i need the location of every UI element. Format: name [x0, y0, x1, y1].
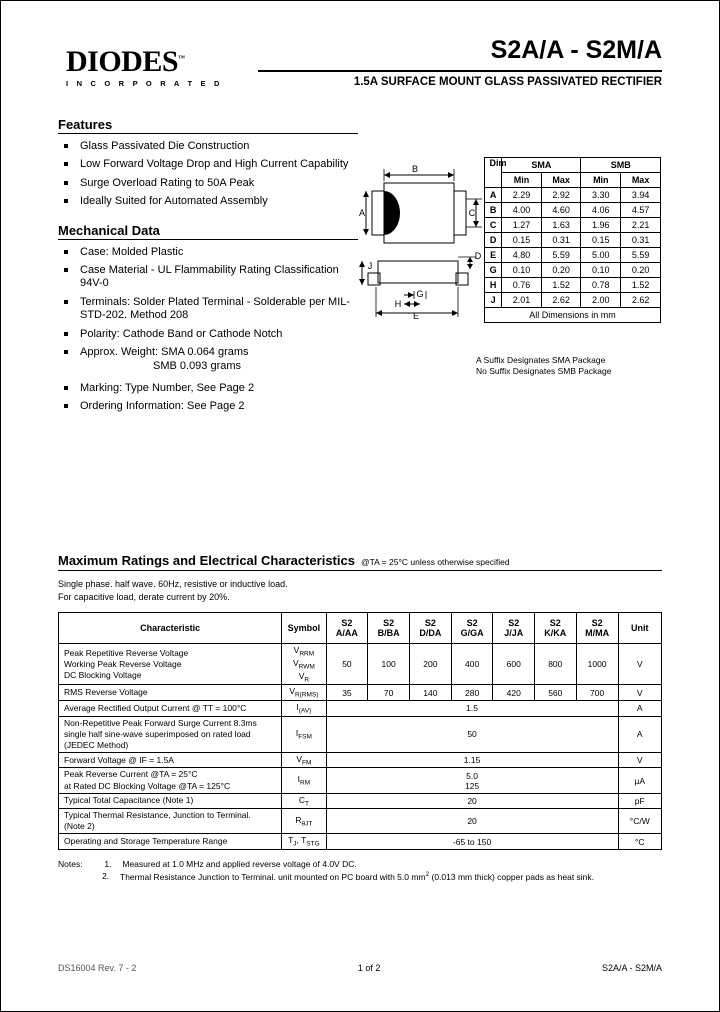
ratings-note	[58, 578, 662, 603]
table-row	[485, 173, 661, 188]
sma-min: 2.29	[502, 188, 542, 203]
sma-max: 4.60	[541, 203, 581, 218]
svg-text:H: H	[394, 299, 402, 309]
col-header: Min	[502, 173, 542, 188]
symbol-cell: $V_{FM}$	[282, 752, 326, 768]
dim-name: A	[485, 188, 502, 203]
sma-min: 0.15	[502, 233, 542, 248]
value-cell: 70	[368, 685, 410, 701]
dims-footer: All Dimensions in mm	[485, 308, 661, 323]
footer-center: 1 of 2	[357, 963, 381, 973]
table-row	[485, 293, 661, 308]
dim-name: H	[485, 278, 502, 293]
value-cell: 800	[534, 644, 576, 685]
value-cell: 50	[326, 644, 368, 685]
mechanical-heading: Mechanical Data	[58, 222, 160, 238]
features-list	[58, 140, 358, 209]
unit-cell: µA	[618, 768, 661, 793]
note-number: 1.	[104, 859, 112, 870]
body-columns	[58, 117, 662, 537]
dim-name: J	[485, 293, 502, 308]
logo-wordmark	[66, 47, 246, 77]
logo-text: DIODES	[66, 45, 179, 78]
list-item: Ideally Suited for Automated Assembly	[58, 195, 358, 208]
characteristic-cell: Typical Thermal Resistance, Junction to Terminal. (Note 2)	[59, 809, 282, 834]
unit-cell: A	[618, 716, 661, 752]
logo-subtext: I N C O R P O R A T E D	[66, 79, 223, 88]
smb-max: 0.31	[621, 233, 661, 248]
symbol-cell: $T_J$, $T_{STG}$	[282, 834, 326, 850]
value-cell: 400	[451, 644, 493, 685]
smb-min: 5.00	[581, 248, 621, 263]
table-row	[59, 752, 662, 768]
mechanical-list	[58, 246, 358, 414]
characteristic-cell: RMS Reverse Voltage	[59, 685, 282, 701]
list-item: Glass Passivated Die Construction	[58, 140, 358, 153]
table-row	[485, 308, 661, 323]
package-note-line2: No Suffix Designates SMB Package	[476, 366, 612, 377]
smb-min: 1.96	[581, 218, 621, 233]
sma-min: 0.10	[502, 263, 542, 278]
value-cell: 5.0 125	[326, 768, 618, 793]
svg-text:A: A	[358, 208, 366, 218]
ratings-divider	[58, 570, 662, 571]
table-row	[59, 768, 662, 793]
title-block	[258, 37, 662, 88]
notes-body	[102, 870, 662, 883]
value-cell: 420	[493, 685, 534, 701]
col-header: Max	[541, 173, 581, 188]
list-item: Terminals: Solder Plated Terminal - Solderable per MIL-STD-202. Method 208	[58, 296, 358, 323]
page-content	[58, 37, 662, 883]
notes-label: Notes:	[58, 859, 83, 870]
characteristic-cell: Average Rectified Output Current @ TT = 100°C	[59, 700, 282, 716]
package-note	[476, 355, 611, 378]
dim-name: B	[485, 203, 502, 218]
value-cell: 560	[534, 685, 576, 701]
group-header-smb: SMB	[581, 158, 661, 173]
value-cell: 700	[576, 685, 618, 701]
value-cell: 1.15	[326, 752, 618, 768]
sma-max: 2.92	[541, 188, 581, 203]
left-column	[58, 117, 358, 414]
col-header-characteristic: Characteristic	[59, 613, 282, 644]
table-row	[485, 278, 661, 293]
mechanical-divider	[58, 239, 358, 240]
dim-name: C	[485, 218, 502, 233]
table-row	[485, 188, 661, 203]
table-row	[485, 158, 661, 173]
table-row	[59, 700, 662, 716]
characteristic-cell: Non-Repetitive Peak Forward Surge Current 8.3ms single half sine-wave superimposed on rated load (JEDEC Method)	[59, 716, 282, 752]
symbol-cell: $R_{\theta JT}$	[282, 809, 326, 834]
page-title: S2A/A - S2M/A	[490, 36, 662, 64]
svg-text:D: D	[474, 251, 482, 261]
dimensions-table	[484, 157, 661, 323]
smb-min: 0.78	[581, 278, 621, 293]
table-row	[485, 248, 661, 263]
package-note-line1: A Suffix Designates SMA Package	[476, 355, 606, 365]
svg-text:G: G	[416, 289, 424, 299]
value-cell: 1000	[576, 644, 618, 685]
table-row	[59, 613, 662, 644]
list-item: Marking: Type Number, See Page 2	[58, 382, 358, 395]
unit-cell: pF	[618, 793, 661, 809]
footer-left: DS16004 Rev. 7 - 2	[58, 963, 137, 973]
unit-cell: V	[618, 752, 661, 768]
unit-cell: A	[618, 700, 661, 716]
table-row	[485, 203, 661, 218]
smb-max: 2.21	[621, 218, 661, 233]
page-header	[58, 37, 662, 107]
ratings-header-row	[58, 553, 662, 568]
sma-max: 1.52	[541, 278, 581, 293]
sma-min: 4.80	[502, 248, 542, 263]
symbol-cell: $I_{(AV)}$	[282, 700, 326, 716]
smb-max: 3.94	[621, 188, 661, 203]
value-cell: 35	[326, 685, 368, 701]
symbol-cell: $V_{R(RMS)}$	[282, 685, 326, 701]
col-header-s2b: S2 B/BA	[368, 613, 410, 644]
ratings-note-line2: For capacitive load, derate current by 20%.	[58, 591, 230, 602]
dim-name: D	[485, 233, 502, 248]
sma-max: 1.63	[541, 218, 581, 233]
col-header-unit: Unit	[618, 613, 661, 644]
value-cell: 1.5	[326, 700, 618, 716]
value-cell: -65 to 150	[326, 834, 618, 850]
sma-max: 0.31	[541, 233, 581, 248]
list-item: Low Forward Voltage Drop and High Current Capability	[58, 158, 358, 171]
unit-cell: V	[618, 685, 661, 701]
note-item-2	[102, 872, 594, 882]
note-text: Measured at 1.0 MHz and applied reverse voltage of 4.0V DC.	[122, 859, 357, 870]
svg-text:C: C	[468, 208, 476, 218]
list-item: Approx. Weight: SMA 0.064 grams	[58, 346, 358, 359]
footer-right: S2A/A - S2M/A	[601, 963, 662, 973]
col-header: Min	[581, 173, 621, 188]
dim-name: E	[485, 248, 502, 263]
features-heading: Features	[58, 117, 113, 132]
sma-max: 5.59	[541, 248, 581, 263]
sma-min: 1.27	[502, 218, 542, 233]
smb-min: 0.15	[581, 233, 621, 248]
trademark-symbol: ™	[178, 54, 185, 62]
characteristic-cell: Typical Total Capacitance (Note 1)	[59, 793, 282, 809]
smb-min: 4.06	[581, 203, 621, 218]
list-item: SMB 0.093 grams	[153, 360, 242, 373]
symbol-cell: $I_{RM}$	[282, 768, 326, 793]
table-row	[59, 716, 662, 752]
smb-min: 3.30	[581, 188, 621, 203]
table-row	[59, 644, 662, 685]
col-header-s2g: S2 G/GA	[451, 613, 493, 644]
list-item: Case: Molded Plastic	[58, 246, 358, 259]
list-item: Case Material - UL Flammability Rating Classification 94V-0	[58, 264, 358, 291]
col-header: Max	[621, 173, 661, 188]
ratings-heading: Maximum Ratings and Electrical Characteristics	[58, 553, 355, 568]
svg-text:E: E	[412, 311, 420, 321]
notes-block	[58, 858, 662, 883]
dim-name: G	[485, 263, 502, 278]
smb-min: 0.10	[581, 263, 621, 278]
table-row	[485, 233, 661, 248]
smb-max: 2.62	[621, 293, 661, 308]
sma-min: 2.01	[502, 293, 542, 308]
svg-text:B: B	[411, 164, 419, 174]
dim-header-label: Dim	[489, 158, 507, 168]
col-header-s2k: S2 K/KA	[534, 613, 576, 644]
diodes-logo	[66, 47, 246, 88]
value-cell: 20	[326, 793, 618, 809]
value-cell: 20	[326, 809, 618, 834]
symbol-cell: $C_T$	[282, 793, 326, 809]
symbol-cell: $V_{RRM}$ $V_{RWM}$ $V_R$	[282, 644, 326, 685]
value-cell: 600	[493, 644, 534, 685]
features-divider	[58, 133, 358, 134]
note-number: 2.	[102, 871, 110, 882]
col-header-s2j: S2 J/JA	[493, 613, 534, 644]
table-row	[59, 834, 662, 850]
sma-min: 4.00	[502, 203, 542, 218]
page-subtitle: 1.5A SURFACE MOUNT GLASS PASSIVATED RECTIFIER	[353, 76, 662, 89]
smb-max: 1.52	[621, 278, 661, 293]
value-cell: 280	[451, 685, 493, 701]
table-row	[59, 809, 662, 834]
unit-cell: °C/W	[618, 809, 661, 834]
package-drawing	[358, 161, 484, 351]
ratings-note-line1: Single phase. half wave. 60Hz, resistive or inductive load.	[58, 579, 288, 589]
symbol-cell: $I_{FSM}$	[282, 716, 326, 752]
list-item: Ordering Information: See Page 2	[58, 400, 358, 413]
sma-max: 2.62	[541, 293, 581, 308]
col-header-s2a: S2 A/AA	[326, 613, 368, 644]
group-header-sma: SMA	[502, 158, 581, 173]
col-header-s2m: S2 M/MA	[576, 613, 618, 644]
table-row	[59, 685, 662, 701]
characteristic-cell: Operating and Storage Temperature Range	[59, 834, 282, 850]
col-header-symbol: Symbol	[282, 613, 326, 644]
note-item-1	[104, 859, 356, 869]
value-cell: 140	[409, 685, 451, 701]
sma-max: 0.20	[541, 263, 581, 278]
smb-max: 0.20	[621, 263, 661, 278]
ratings-table	[58, 612, 662, 850]
smb-max: 5.59	[621, 248, 661, 263]
value-cell: 200	[409, 644, 451, 685]
value-cell: 100	[368, 644, 410, 685]
unit-cell: °C	[618, 834, 661, 850]
smb-min: 2.00	[581, 293, 621, 308]
note-text: Thermal Resistance Junction to Terminal. unit mounted on PC board with 5.0 $mm^2$ (0.013 mm thick) copper pads as heat sink.	[120, 871, 595, 883]
list-item: Polarity: Cathode Band or Cathode Notch	[58, 328, 358, 341]
ratings-condition: @TA = 25°C unless otherwise specified	[360, 557, 510, 567]
page-footer	[58, 963, 662, 973]
smb-max: 4.57	[621, 203, 661, 218]
table-row	[59, 793, 662, 809]
list-item: Surge Overload Rating to 50A Peak	[58, 177, 358, 190]
svg-text:J: J	[367, 261, 373, 271]
characteristic-cell: Forward Voltage @ IF = 1.5A	[59, 752, 282, 768]
value-cell: 50	[326, 716, 618, 752]
sma-min: 0.76	[502, 278, 542, 293]
unit-cell: V	[618, 644, 661, 685]
table-row	[485, 218, 661, 233]
title-divider	[258, 70, 662, 72]
characteristic-cell: Peak Reverse Current @TA = 25°C at Rated DC Blocking Voltage @TA = 125°C	[59, 768, 282, 793]
table-row	[485, 263, 661, 278]
col-header-s2d: S2 D/DA	[409, 613, 451, 644]
characteristic-cell: Peak Repetitive Reverse Voltage Working Peak Reverse Voltage DC Blocking Voltage	[59, 644, 282, 685]
